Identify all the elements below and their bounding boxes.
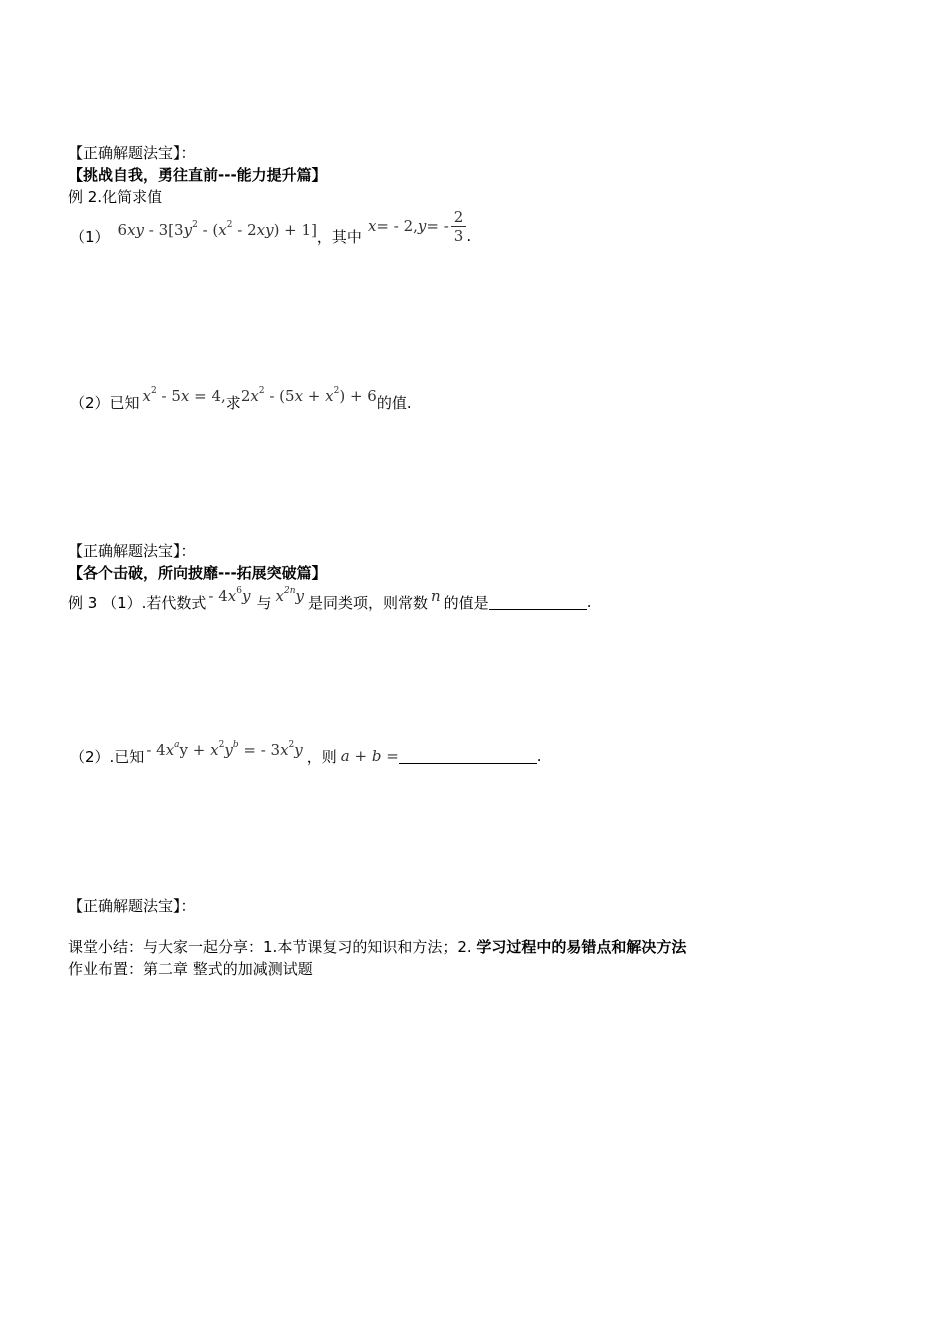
class-summary [68,936,686,957]
tips-label-1: 【正确解题法宝】： [68,144,196,162]
variable-condition: x = - 2, y = - $\frac{2}{3}$ [368,208,466,245]
tips-label-2: 【正确解题法宝】： [68,542,196,560]
section-heading-ability: 【挑战自我，勇往直前---能力提升篇】 [68,166,327,184]
middle-text: 是同类项，则常数 [307,593,428,612]
value-suffix: 的值. [376,393,412,412]
a-plus-b: a + b = [340,747,399,765]
section-heading-breakthrough: 【各个击破，所向披靡---拓展突破篇】 [68,564,327,582]
then-text: ，则 [306,747,337,766]
end-period: . [536,747,542,765]
expression-to-evaluate: $2x^2 - (5x + x^2) + 6$ [240,386,377,405]
term-two: $x^{2n}y$ [275,586,304,605]
summary-text: 课堂小结：与大家一起分享：1.本节课复习的知识和方法；2. [68,938,477,956]
question-prefix: 例 3 （1）.若代数式 [68,593,207,612]
summary-emphasis: 学习过程中的易错点和解决方法 [476,938,687,956]
answer-blank-n[interactable] [489,595,587,610]
example-2-question-1 [70,207,472,256]
answer-blank-ab[interactable] [399,749,537,764]
expression-to-simplify: $6xy - 3[3y^2 - (x^2 - 2xy) + 1]$ [117,220,317,239]
question-suffix: 的值是 [443,593,489,612]
end-period: . [466,227,472,245]
example-3-question-2 [70,738,542,774]
constant-n: n [431,587,441,605]
question-number: （1） [70,227,110,246]
question-number: （2）已知 [70,393,140,412]
example-2-title: 例 2.化简求值 [68,188,163,206]
given-equation: - $4x^ay + x^2y^b$ = - $3x^2y$ [146,740,303,759]
with-text: 与 [256,593,272,612]
ask-text: 求 [225,393,241,412]
where-text: ，其中 [316,227,362,246]
example-3-question-1 [68,584,591,620]
term-one: - $4x^6y$ [208,586,251,605]
question-prefix: （2）.已知 [70,747,145,766]
example-2-question-2 [70,384,412,420]
given-equation: $x^2 - 5x = 4$, [142,386,226,405]
tips-label-3: 【正确解题法宝】： [68,897,196,915]
homework-assignment: 作业布置：第二章 整式的加减测试题 [68,960,313,978]
end-period: . [586,593,592,611]
fraction-two-thirds: $\frac{2}{3}$ [451,208,467,245]
